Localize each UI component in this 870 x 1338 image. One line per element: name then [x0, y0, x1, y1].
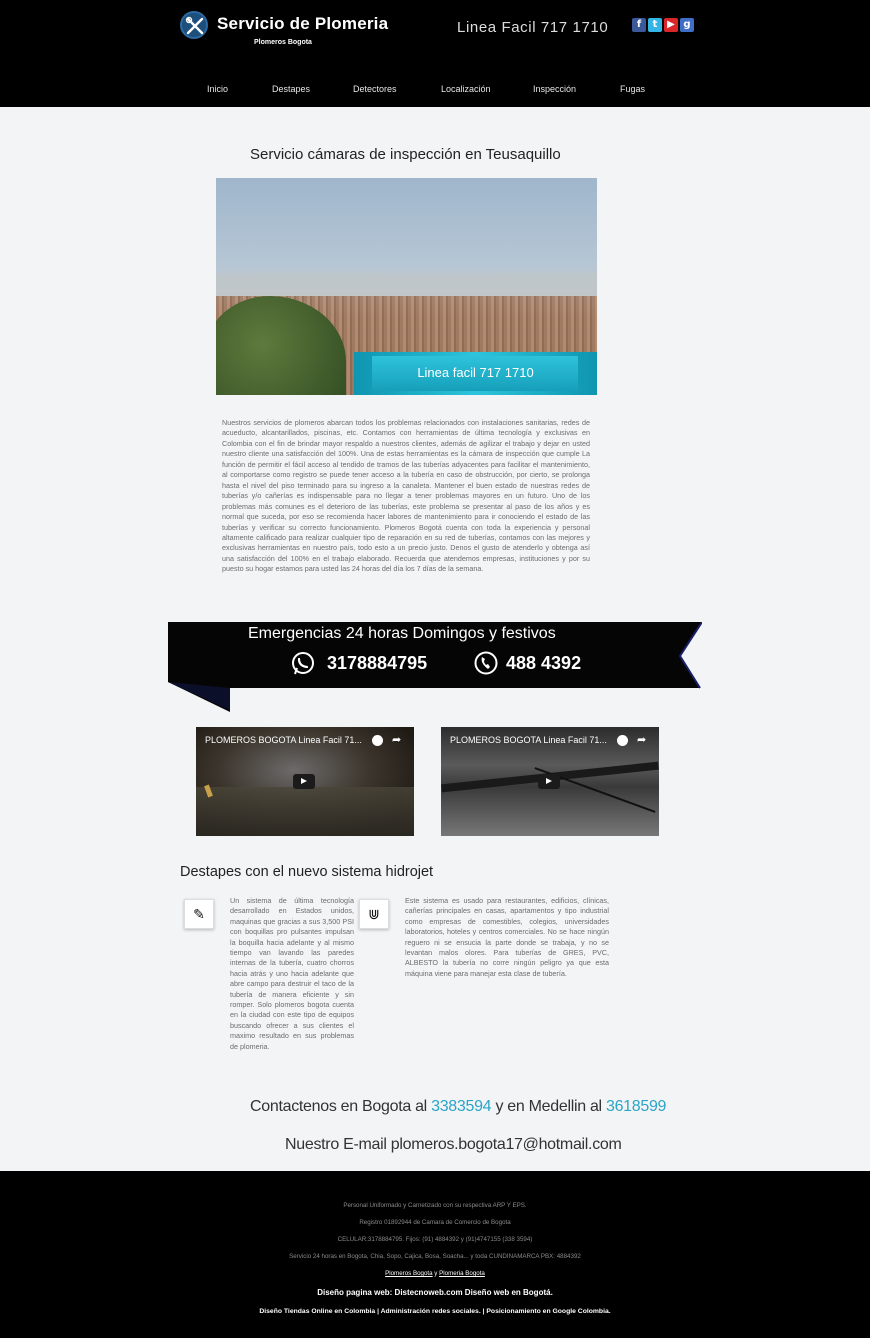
hidrojet-text-1: Un sistema de última tecnología desarrollado en Estados unidos, maquinas que gracias a sus 3,500 PSI con boquillas pro pulsantes impulsan la boquilla hacia adelante y al mismo tiempo van lavando las paredes internas de la tubería, cuatro chorros hacia atrás y uno hacia adelante que abre campo para destruir el taco de la tubería de manera eficiente y sin romper. Solo plomeros bogota cuenta en la ciudad con este tipo de equipos buscando ofrecer a sus clientes el maximo resultado en sus problemas de plomeria. — [230, 896, 354, 1051]
magnet-icon: ⋓ — [359, 899, 389, 929]
share-icon[interactable]: ➦ — [637, 734, 647, 746]
video-title-1: PLOMEROS BOGOTA Linea Facil 71... — [205, 735, 362, 745]
video-player-1[interactable] — [196, 727, 414, 836]
wrench-logo-icon[interactable] — [180, 11, 208, 39]
youtube-icon[interactable]: ▶ — [664, 18, 678, 32]
nav-item-inicio[interactable]: Inicio — [207, 84, 229, 94]
emergency-whatsapp[interactable]: 3178884795 — [327, 653, 428, 673]
video-title-2: PLOMEROS BOGOTA Linea Facil 71... — [450, 735, 607, 745]
play-button[interactable] — [538, 774, 560, 789]
facebook-icon[interactable]: f — [632, 18, 646, 32]
nav-item-inspeccion[interactable]: Inspección — [533, 84, 577, 94]
site-title[interactable]: Servicio de Plomeria — [217, 14, 389, 33]
hidrojet-title: Destapes con el nuevo sistema hidrojet — [180, 864, 434, 880]
contact-phones: Contactenos en Bogota al 3383594 y en Medellin al 3618599 — [250, 1098, 667, 1115]
footer-line-3: CELULAR:3178884795. Fijos: (91) 4884392 y (91)4747155 (338 3594) — [337, 1236, 533, 1243]
nav-item-detectores[interactable]: Detectores — [353, 84, 397, 94]
header-phone: Linea Facil 717 1710 — [457, 19, 609, 36]
nav-item-destapes[interactable]: Destapes — [272, 84, 311, 94]
bogota-phone[interactable]: 3383594 — [431, 1098, 492, 1115]
pipe-wrench-icon: ✎ — [184, 899, 214, 929]
video-player-2[interactable] — [441, 727, 659, 836]
watch-later-icon[interactable] — [617, 735, 628, 746]
main-nav — [0, 84, 870, 98]
footer-line-2: Registro 01892944 de Camara de Comercio de Bogota — [359, 1219, 511, 1226]
emergency-title: Emergencias 24 horas Domingos y festivos — [248, 625, 556, 642]
google-plus-icon[interactable]: g — [680, 18, 694, 32]
main-body-text: Nuestros servicios de plomeros abarcan todos los problemas relacionados con instalaciones sanitarias, redes de acueducto, alcantarillados, piscinas, etc. Contamos con herramientas de última tecnología y exclusivas en Colombia con el fin de brindar mayor respaldo a nuestros clientes, además de agilizar el trabajo y dejar en usted nuestro cliente una satisfacción del 100%. Una de estas herramientas es la cámara de inspección que cumple La función de permitir el fácil acceso al tendido de tramos de las tuberías adyacentes para facilitar el mantenimiento, al comportarse como registro se puede tener acceso a la tubería en caso de obstrucción, por cierto, se prolonga hasta el nivel del piso terminado para su ingreso a la canaleta. Mantener el buen estado de nuestras redes de tuberías y/o cañerías es indispensable para no llegar a tener problemas mayores en un futuro. Uno de los problemas más comunes es el deterioro de las tuberías, este problema se presentar al paso de los años y es normal que suceda, por eso se recomienda hacer labores de mantenimiento para ir conociendo el estado de las tuberías y verificar su correcto funcionamiento. Plomeros Bogotá cuenta con toda la experiencia y personal altamente calificado para realizar cualquier tipo de reparación en su red de tuberías, contamos con las mejores y exclusivas herramientas en nuestro país, todo esto a un precio justo. Denos el gusto de atenderlo y obtenga así una satisfacción del 100% en el trabajo elaborado. Recuerda que atendemos empresas, instituciones y por su puesto su hogar estamos para usted las 24 horas del día los 7 días de la semana. — [222, 418, 590, 574]
hero-phone-banner — [354, 352, 597, 395]
footer-line-1: Personal Uniformado y Carnetizado con su respectiva ARP Y EPS. — [343, 1202, 527, 1209]
medellin-phone[interactable]: 3618599 — [605, 1098, 667, 1115]
hero-image — [216, 178, 597, 395]
twitter-icon[interactable]: t — [648, 18, 662, 32]
play-button[interactable] — [293, 774, 315, 789]
whatsapp-icon — [290, 651, 316, 677]
footer-links: Plomeros Bogota y Plomeria Bogota — [385, 1270, 485, 1277]
footer-link-plomeria[interactable]: Plomeria Bogota — [439, 1270, 485, 1277]
social-links — [632, 18, 694, 32]
emergency-phone[interactable]: 488 4392 — [506, 653, 582, 673]
nav-item-fugas[interactable]: Fugas — [620, 84, 646, 94]
watch-later-icon[interactable] — [372, 735, 383, 746]
contact-email: Nuestro E-mail plomeros.bogota17@hotmail.com — [285, 1136, 622, 1153]
footer-line-4: Servicio 24 horas en Bogota, Chia, Sopo, Cajica, Bosa, Soacha... y toda CUNDINAMARCA PBX: 4884392 — [289, 1253, 581, 1260]
hero-banner-text: Linea facil 717 1710 — [417, 365, 534, 380]
page-title: Servicio cámaras de inspección en Teusaquillo — [250, 146, 561, 163]
hidrojet-text-2: Este sistema es usado para restaurantes, edificios, clínicas, cañerías principales en casas, apartamentos y tipo industrial como empresas de comestibles, colegios, universidades laboratorios, hoteles y centros comerciales. No se hace ningún reguero ni se ensucia la parte donde se trabaja, y no se levantan malos olores. Para tuberías de GRES, PVC, ALBESTO la tubería no corre ningún peligro ya que esta máquina viene para manejar esta clase de tubería. — [405, 896, 609, 978]
share-icon[interactable]: ➦ — [392, 734, 402, 746]
footer-link-plomeros[interactable]: Plomeros Bogota — [385, 1270, 433, 1277]
nav-item-localizacion[interactable]: Localización — [441, 84, 491, 94]
site-subtitle: Plomeros Bogota — [254, 39, 312, 46]
site-footer — [0, 1171, 870, 1338]
site-header — [0, 0, 870, 107]
footer-design-credit[interactable]: Diseño pagina web: Distecnoweb.com Diseño web en Bogotá. — [317, 1288, 553, 1297]
phone-icon — [474, 651, 498, 675]
footer-service-links[interactable]: Diseño Tiendas Online en Colombia | Administración redes sociales. | Posicionamiento en Google Colombia. — [259, 1308, 611, 1315]
